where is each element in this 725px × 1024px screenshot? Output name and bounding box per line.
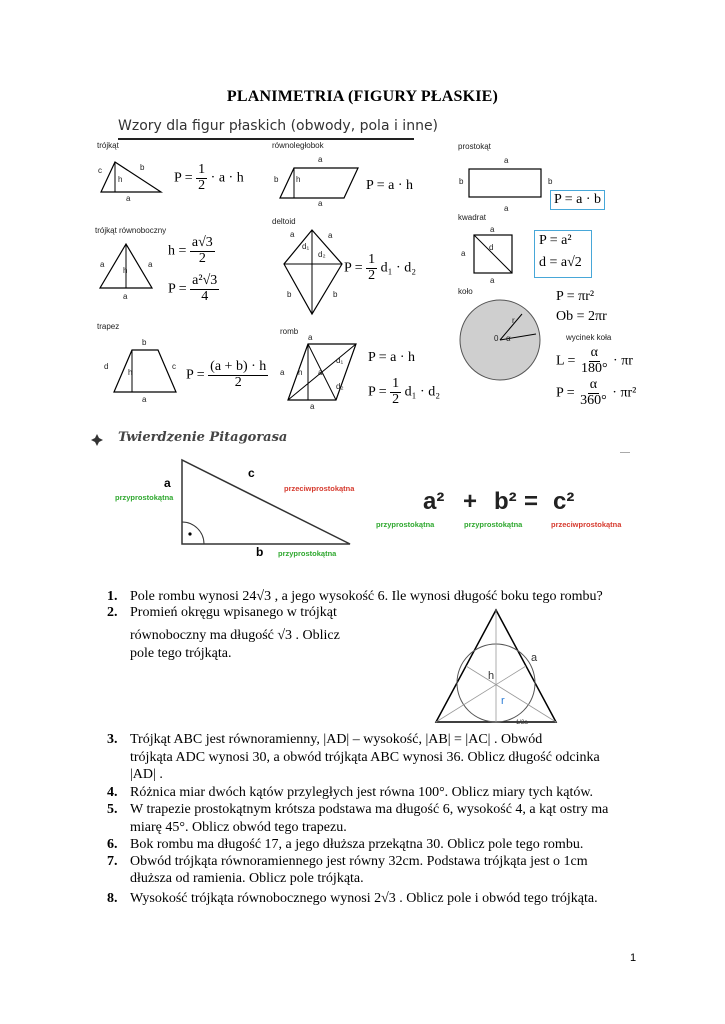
- task-8: [107, 890, 598, 908]
- pitagoras-leg-a-label: przyprostokątna: [115, 493, 174, 502]
- task-2-number: 2.: [107, 605, 118, 620]
- lf-left: L =: [556, 353, 576, 369]
- lf-den: 180°: [580, 360, 608, 376]
- eq-plus: +: [463, 488, 478, 515]
- sf-frac: [578, 378, 609, 408]
- eq-leg1-label: przyprostokątna: [376, 520, 435, 529]
- task-1-number: 1.: [107, 589, 118, 604]
- rf-left: P =: [368, 384, 387, 400]
- task-3-text-a: Trójkąt ABC jest równoramienny,: [130, 732, 324, 747]
- task-2: [107, 604, 337, 622]
- task-2-line-1: Promień okręgu wpisanego w trójkąt: [130, 605, 337, 620]
- df-frac: [366, 253, 377, 283]
- parallelogram-label: równoległobok: [272, 141, 324, 150]
- pitagoras-rule: [620, 452, 630, 453]
- eq-leg2-label: przyprostokątna: [464, 520, 523, 529]
- tf-right: · a · h: [210, 170, 244, 186]
- inscribed-r: r: [501, 695, 505, 707]
- circle-r: r: [512, 316, 515, 325]
- parallelogram-figure: [272, 160, 364, 204]
- rf-den: 2: [392, 391, 400, 407]
- square-d: d: [489, 243, 494, 252]
- lf-right: · πr: [613, 353, 633, 369]
- eq-a-squared: a²: [423, 488, 445, 515]
- deltoid-d1: d₁: [302, 242, 310, 251]
- deltoid-b-left: b: [287, 290, 292, 299]
- trapezoid-c: c: [172, 362, 176, 371]
- task-6-number: 6.: [107, 837, 118, 852]
- tf-num: 1: [198, 162, 206, 177]
- deltoid-a-left: a: [290, 230, 295, 239]
- tf-frac: [196, 163, 207, 193]
- triangle-label: trójkąt: [97, 141, 119, 150]
- sector-label: wycinek koła: [566, 333, 612, 342]
- triangle-a: a: [126, 194, 131, 203]
- pitagoras-leg-b-label: przyprostokątna: [278, 549, 337, 558]
- equilateral-a-left: a: [100, 260, 105, 269]
- inscribed-a: a: [531, 652, 538, 664]
- rectangle-b-right: b: [548, 177, 553, 186]
- sf-right: · πr²: [612, 385, 637, 401]
- deltoid-d2: d₂: [318, 250, 326, 259]
- task-3-text-c: . Obwód: [490, 732, 543, 747]
- square-a-top: a: [490, 225, 495, 234]
- sf-num: α: [589, 377, 598, 392]
- page-title: PLANIMETRIA (FIGURY PŁASKIE): [226, 88, 499, 105]
- task-6-text: Bok rombu ma długość 17, a jego dłuższa przekątna 30. Oblicz pole tego rombu.: [130, 837, 584, 852]
- task-3-math-3: |AD|: [130, 767, 156, 782]
- right-triangle-figure: [178, 456, 358, 548]
- task-5-line-2: miarę 45°. Oblicz obwód tego trapezu.: [130, 820, 347, 835]
- trapezoid-h: h: [128, 368, 133, 377]
- subtitle-underline: [118, 138, 414, 140]
- task-4-number: 4.: [107, 785, 118, 800]
- task-5-line-1: W trapezie prostokątnym krótsza podstawa ma długość 6, wysokość 4, a kąt ostry ma: [130, 802, 609, 817]
- diamond-bullet-icon: [90, 433, 104, 447]
- deltoid-label: deltoid: [272, 217, 296, 226]
- deltoid-figure: [272, 226, 352, 318]
- rhombus-a-top: a: [308, 333, 313, 342]
- task-7-line-1: Obwód trójkąta równoramiennego jest równy 32cm. Podstawa trójkąta jest o 1cm: [130, 854, 588, 869]
- task-7-line-2: dłuższa od ramienia. Oblicz pole trójkąta.: [130, 871, 364, 886]
- square-formula-diagonal: d = a√2: [539, 255, 582, 270]
- sector-area-formula: [556, 378, 636, 408]
- triangle-b: b: [140, 163, 145, 172]
- arc-length-formula: [556, 346, 633, 376]
- task-1-text-a: Pole rombu wynosi: [130, 589, 243, 604]
- trapezoid-b: b: [142, 338, 147, 347]
- trf-frac: [208, 360, 268, 390]
- parallelogram-formula: P = a · h: [366, 178, 414, 193]
- deltoid-a-right: a: [328, 231, 333, 240]
- square-figure: [468, 232, 524, 276]
- deltoid-b-right: b: [333, 290, 338, 299]
- sf-left: P =: [556, 385, 575, 401]
- task-3-line-2: trójkąta ADC wynosi 30, a obwód trójkąta ABC wynosi 36. Oblicz długość odcinka: [130, 750, 600, 765]
- eh-left: h =: [168, 243, 187, 259]
- rhombus-d2: d₂: [336, 382, 344, 391]
- square-label: kwadrat: [458, 213, 487, 222]
- df-num: 1: [368, 252, 376, 267]
- rhombus-a-inner: a: [318, 368, 323, 377]
- pitagoras-hyp-label: przeciwprostokątna: [284, 484, 355, 493]
- equilateral-label: trójkąt równoboczny: [95, 226, 167, 235]
- df-right: d₁ · d₂: [380, 260, 417, 276]
- task-4: [107, 784, 594, 802]
- task-5: [107, 801, 609, 819]
- ep-frac: [190, 274, 219, 304]
- task-3-text-d: .: [155, 767, 163, 782]
- task-8-number: 8.: [107, 891, 118, 906]
- triangle-formula: [174, 163, 244, 193]
- eq-hyp-label: przeciwprostokątna: [551, 520, 622, 529]
- pitagoras-heading: Twierdzenie Pitagorasa: [118, 430, 288, 445]
- square-a-bottom: a: [490, 276, 495, 285]
- df-den: 2: [368, 267, 376, 283]
- trapezoid-a: a: [142, 395, 147, 404]
- task-2-text-a: równoboczny ma długość: [130, 628, 278, 643]
- task-5-number: 5.: [107, 802, 118, 817]
- parallelogram-a-bottom: a: [318, 199, 323, 208]
- circle-center: 0: [494, 334, 499, 343]
- ep-den: 4: [201, 288, 209, 304]
- pitagoras-a: a: [164, 476, 171, 490]
- circle-alpha: α: [506, 334, 511, 343]
- task-7: [107, 853, 588, 871]
- square-formula-area: P = a²: [539, 233, 572, 248]
- trf-left: P =: [186, 367, 205, 383]
- triangle-figure: [95, 150, 167, 200]
- task-1-math: 24√3: [242, 589, 272, 604]
- page-number: 1: [630, 952, 637, 964]
- tf-den: 2: [198, 177, 206, 193]
- deltoid-formula: [344, 253, 416, 283]
- eh-frac: [190, 236, 215, 266]
- rhombus-d1: d₁: [336, 356, 344, 365]
- equilateral-a-right: a: [148, 260, 153, 269]
- df-left: P =: [344, 260, 363, 276]
- task-8-text-b: . Oblicz pole i obwód tego trójkąta.: [395, 891, 598, 906]
- pitagoras-b: b: [256, 545, 264, 559]
- trapezoid-d: d: [104, 362, 109, 371]
- task-3-math-1: |AD|: [323, 732, 350, 747]
- task-4-text: Różnica miar dwóch kątów przyległych jest równa 100°. Oblicz miary tych kątów.: [130, 785, 594, 800]
- formulas-subtitle: Wzory dla figur płaskich (obwody, pola i inne): [118, 118, 439, 134]
- rhombus-formula-height: P = a · h: [368, 350, 416, 365]
- parallelogram-h: h: [296, 175, 301, 184]
- task-7-number: 7.: [107, 854, 118, 869]
- trf-den: 2: [234, 374, 242, 390]
- task-2-line-3: pole tego trójkąta.: [130, 646, 232, 661]
- inscribed-half-a: 1/2a: [516, 720, 528, 726]
- task-2-line-2: [130, 627, 340, 645]
- triangle-h: h: [118, 175, 123, 184]
- eq-c-squared: c²: [553, 488, 575, 515]
- task-2-text-b: . Oblicz: [292, 628, 340, 643]
- task-6: [107, 836, 584, 854]
- circle-area-formula: P = πr²: [556, 289, 595, 304]
- pitagoras-c: c: [248, 466, 255, 480]
- task-3-text-b: – wysokość,: [349, 732, 426, 747]
- rhombus-h: h: [298, 368, 303, 377]
- equilateral-h-formula: [168, 236, 215, 266]
- eh-num: a√3: [191, 235, 213, 250]
- task-3-number: 3.: [107, 732, 118, 747]
- ep-num: a²√3: [192, 273, 218, 288]
- rhombus-label: romb: [280, 327, 299, 336]
- parallelogram-b: b: [274, 175, 279, 184]
- sf-den: 360°: [580, 392, 607, 408]
- rectangle-figure: [466, 166, 546, 202]
- equilateral-a-bottom: a: [123, 292, 128, 301]
- equilateral-h: h: [123, 266, 128, 275]
- eq-b-squared: b²: [494, 488, 517, 515]
- rf-num: 1: [392, 376, 400, 391]
- eh-den: 2: [198, 250, 206, 266]
- circle-figure: [452, 296, 548, 384]
- rhombus-formula-diagonals: [368, 377, 440, 407]
- task-3: [107, 731, 543, 749]
- eq-equals: =: [524, 488, 539, 515]
- circle-label: koło: [458, 287, 473, 296]
- task-1-text-b: , a jego wysokość 6. Ile wynosi długość boku tego rombu?: [271, 589, 603, 604]
- rectangle-a-bottom: a: [504, 204, 509, 213]
- rhombus-a-bottom: a: [310, 402, 315, 411]
- triangle-c: c: [98, 166, 102, 175]
- rf-right: d₁ · d₂: [404, 384, 441, 400]
- lf-num: α: [590, 345, 598, 360]
- ep-left: P =: [168, 281, 187, 297]
- equilateral-p-formula: [168, 274, 219, 304]
- trapezoid-figure: [108, 344, 180, 398]
- rectangle-label: prostokąt: [458, 142, 491, 151]
- tf-left: P =: [174, 170, 193, 186]
- rf-frac: [390, 377, 401, 407]
- lf-frac: [579, 346, 610, 376]
- rectangle-b-left: b: [459, 177, 464, 186]
- parallelogram-a-top: a: [318, 155, 323, 164]
- rectangle-a-top: a: [504, 156, 509, 165]
- inscribed-h: h: [488, 670, 495, 682]
- task-8-math: 2√3: [374, 891, 396, 906]
- trapezoid-label: trapez: [97, 322, 120, 331]
- task-3-math-2: |AB| = |AC|: [425, 732, 491, 747]
- task-2-math: √3: [277, 628, 293, 643]
- rectangle-formula: P = a · b: [550, 190, 605, 210]
- inscribed-circle-figure: [430, 606, 564, 730]
- trf-num: (a + b) · h: [210, 359, 267, 374]
- square-a-left: a: [461, 249, 466, 258]
- trapezoid-formula: [186, 360, 268, 390]
- circle-circumference-formula: Ob = 2πr: [556, 309, 607, 324]
- rhombus-a-left: a: [280, 368, 285, 377]
- task-8-text-a: Wysokość trójkąta równobocznego wynosi: [130, 891, 375, 906]
- task-3-line-3: [130, 766, 163, 784]
